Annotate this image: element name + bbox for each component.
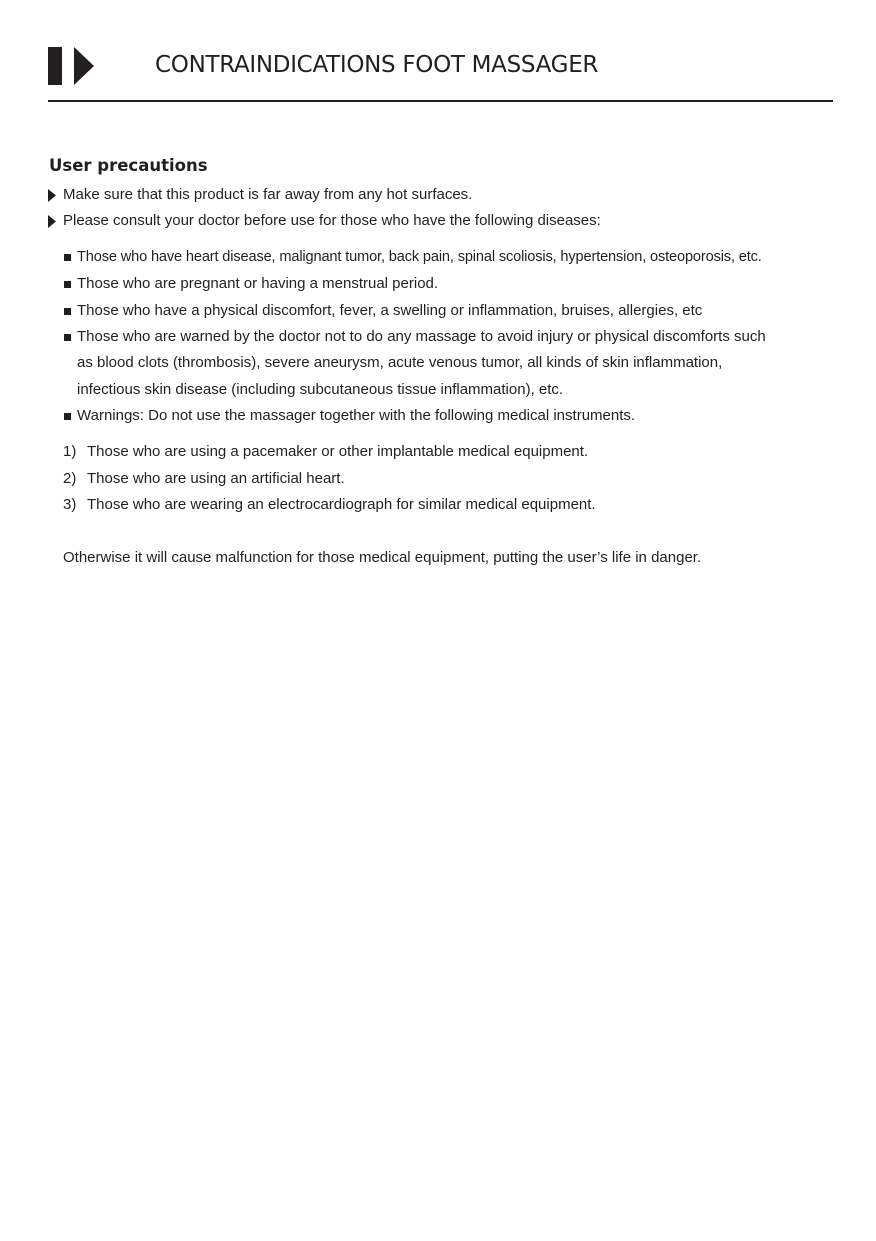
section-heading: User precautions: [49, 156, 208, 175]
square-bullet-icon: [64, 413, 71, 420]
item-number: 1): [63, 443, 77, 460]
disease-item-line: Those who are warned by the doctor not to do any massage to avoid injury or physical discomforts such: [77, 328, 766, 345]
precaution-item: Please consult your doctor before use for those who have the following diseases:: [63, 212, 601, 229]
disease-item-line: infectious skin disease (including subcutaneous tissue inflammation), etc.: [77, 381, 564, 398]
numbered-item: Those who are using an artificial heart.: [87, 470, 345, 487]
play-bar-icon: [48, 47, 94, 85]
header-divider: [48, 100, 833, 102]
triangle-bullet-icon: [48, 215, 56, 228]
precaution-item: Make sure that this product is far away from any hot surfaces.: [63, 186, 473, 203]
disease-item: Those who are pregnant or having a menstrual period.: [77, 275, 439, 292]
item-number: 3): [63, 496, 77, 513]
closing-note: Otherwise it will cause malfunction for those medical equipment, putting the user’s life in danger.: [63, 549, 702, 566]
numbered-item: Those who are wearing an electrocardiograph for similar medical equipment.: [87, 496, 596, 513]
page-header: [48, 44, 833, 102]
square-bullet-icon: [64, 334, 71, 341]
numbered-item: Those who are using a pacemaker or other implantable medical equipment.: [87, 443, 589, 460]
warning-item: Warnings: Do not use the massager together with the following medical instruments.: [77, 407, 636, 424]
disease-item-line: as blood clots (thrombosis), severe aneurysm, acute venous tumor, all kinds of skin inflammation,: [77, 354, 723, 371]
page-title: CONTRAINDICATIONS FOOT MASSAGER: [155, 52, 599, 78]
triangle-bullet-icon: [48, 189, 56, 202]
disease-item: Those who have heart disease, malignant tumor, back pain, spinal scoliosis, hypertension, osteoporosis, etc.: [77, 249, 762, 265]
square-bullet-icon: [64, 281, 71, 288]
square-bullet-icon: [64, 254, 71, 261]
item-number: 2): [63, 470, 77, 487]
square-bullet-icon: [64, 308, 71, 315]
disease-item: Those who have a physical discomfort, fever, a swelling or inflammation, bruises, allergies, etc: [77, 302, 703, 319]
